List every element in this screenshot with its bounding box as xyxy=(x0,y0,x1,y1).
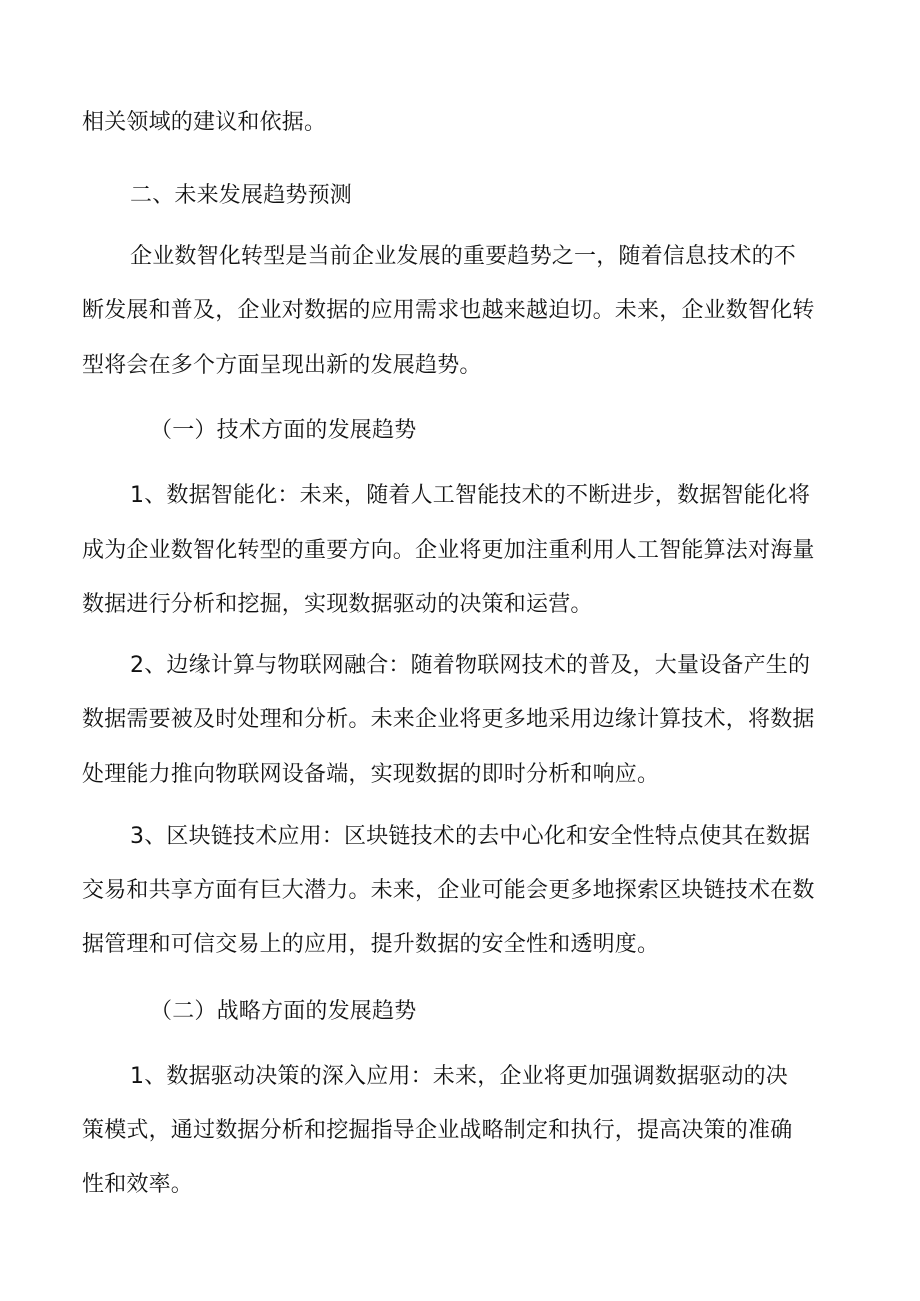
paragraph-line: 断发展和普及，企业对数据的应用需求也越来越迫切。未来，企业数智化转 xyxy=(82,298,815,323)
paragraph-line: 企业数智化转型是当前企业发展的重要趋势之一，随着信息技术的不 xyxy=(130,244,797,269)
paragraph-line: 1、数据智能化：未来，随着人工智能技术的不断进步，数据智能化将 xyxy=(130,483,811,508)
section-heading: 二、未来发展趋势预测 xyxy=(130,183,353,208)
paragraph-line: 2、边缘计算与物联网融合：随着物联网技术的普及，大量设备产生的 xyxy=(130,653,811,678)
continuation-text: 相关领域的建议和依据。 xyxy=(82,110,327,135)
paragraph-line: 3、区块链技术应用：区块链技术的去中心化和安全性特点使其在数据 xyxy=(130,824,811,849)
subsection-heading-strategy: （二）战略方面的发展趋势 xyxy=(150,999,417,1024)
paragraph-line: 处理能力推向物联网设备端，实现数据的即时分析和响应。 xyxy=(82,762,660,787)
paragraph-line: 据管理和可信交易上的应用，提升数据的安全性和透明度。 xyxy=(82,932,660,957)
paragraph-line: 成为企业数智化转型的重要方向。企业将更加注重利用人工智能算法对海量 xyxy=(82,538,815,563)
subsection-heading-technology: （一）技术方面的发展趋势 xyxy=(150,418,417,443)
paragraph-line: 数据进行分析和挖掘，实现数据驱动的决策和运营。 xyxy=(82,592,593,617)
paragraph-line: 交易和共享方面有巨大潜力。未来，企业可能会更多地探索区块链技术在数 xyxy=(82,878,815,903)
paragraph-line: 1、数据驱动决策的深入应用：未来，企业将更加强调数据驱动的决 xyxy=(130,1064,788,1089)
paragraph-line: 策模式，通过数据分析和挖掘指导企业战略制定和执行，提高决策的准确 xyxy=(82,1118,793,1143)
paragraph-line: 性和效率。 xyxy=(82,1172,194,1197)
paragraph-line: 型将会在多个方面呈现出新的发展趋势。 xyxy=(82,353,482,378)
paragraph-line: 数据需要被及时处理和分析。未来企业将更多地采用边缘计算技术，将数据 xyxy=(82,707,815,732)
